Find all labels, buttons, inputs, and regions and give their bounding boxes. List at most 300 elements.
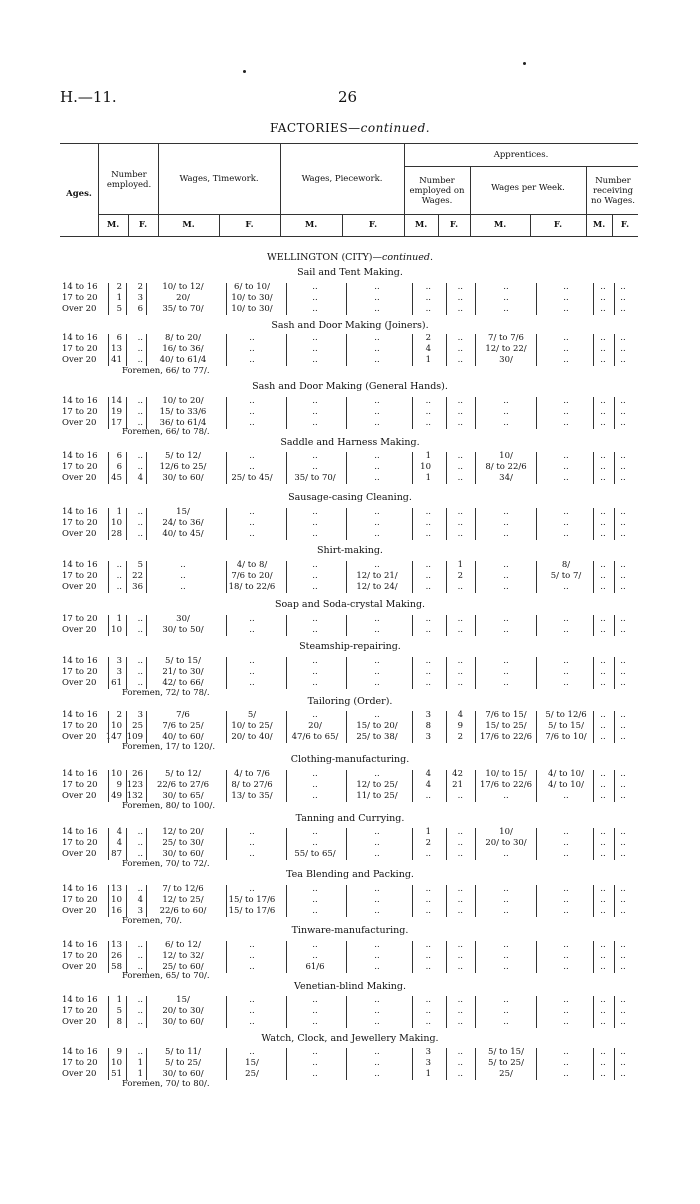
cell-employed-m: 6 bbox=[116, 462, 122, 472]
column-rule bbox=[226, 561, 227, 593]
cell-timework-m: 35/ to 70/ bbox=[162, 304, 204, 314]
cell-apprentice-wages-m: .. bbox=[503, 1006, 509, 1016]
cell-apprentices-employed-f: .. bbox=[457, 451, 463, 461]
column-rule bbox=[614, 657, 615, 689]
cell-age: 17 to 20 bbox=[62, 614, 98, 624]
table-row bbox=[0, 571, 700, 582]
table-row bbox=[0, 462, 700, 473]
cell-age: Over 20 bbox=[62, 906, 97, 916]
subheader-m: M. bbox=[414, 220, 428, 230]
cell-employed-f: .. bbox=[137, 656, 143, 666]
cell-no-wages-f: .. bbox=[620, 1017, 626, 1027]
cell-piecework-m: .. bbox=[312, 1006, 318, 1016]
cell-employed-f: .. bbox=[137, 529, 143, 539]
cell-piecework-f: 25/ to 38/ bbox=[356, 732, 398, 742]
cell-employed-m: 17 bbox=[111, 418, 122, 428]
cell-apprentice-wages-m: .. bbox=[503, 895, 509, 905]
cell-apprentices-employed-f: .. bbox=[457, 962, 463, 972]
cell-apprentices-employed-m: .. bbox=[425, 396, 431, 406]
column-rule bbox=[346, 452, 347, 484]
cell-employed-m: 1 bbox=[116, 614, 122, 624]
section-title: Soap and Soda-crystal Making. bbox=[274, 599, 426, 610]
cell-apprentices-employed-f: .. bbox=[457, 849, 463, 859]
cell-apprentice-wages-f: .. bbox=[563, 656, 569, 666]
cell-apprentice-wages-m: .. bbox=[503, 678, 509, 688]
column-rule bbox=[536, 828, 537, 860]
cell-employed-m: 4 bbox=[116, 827, 122, 837]
column-rule bbox=[412, 283, 413, 315]
cell-apprentices-employed-f: .. bbox=[457, 304, 463, 314]
column-rule bbox=[614, 561, 615, 593]
foremen-note: Foremen, 17/ to 120/. bbox=[122, 742, 216, 752]
column-rule bbox=[146, 996, 147, 1028]
cell-timework-m: 7/6 to 25/ bbox=[162, 721, 204, 731]
column-rule bbox=[346, 397, 347, 429]
column-rule bbox=[475, 770, 476, 802]
column-rule bbox=[108, 283, 109, 315]
column-rule bbox=[286, 615, 287, 636]
document-reference: H.—11. bbox=[60, 88, 117, 106]
cell-timework-m: 5/ to 15/ bbox=[165, 656, 201, 666]
column-rule bbox=[126, 283, 127, 315]
column-rule bbox=[146, 885, 147, 917]
column-rule bbox=[593, 397, 594, 429]
table-row bbox=[0, 667, 700, 678]
cell-no-wages-f: .. bbox=[620, 838, 626, 848]
cell-timework-m: 15/ to 33/6 bbox=[159, 407, 207, 417]
cell-no-wages-f: .. bbox=[620, 780, 626, 790]
column-rule bbox=[446, 561, 447, 593]
column-rule bbox=[446, 828, 447, 860]
cell-apprentice-wages-m: 5/ to 15/ bbox=[488, 1047, 524, 1057]
cell-timework-f: .. bbox=[249, 418, 255, 428]
title-main: FACTORIES— bbox=[269, 121, 361, 135]
cell-apprentices-employed-f: .. bbox=[457, 995, 463, 1005]
column-rule bbox=[475, 283, 476, 315]
cell-piecework-f: .. bbox=[374, 560, 380, 570]
cell-timework-f: .. bbox=[249, 462, 255, 472]
cell-piecework-f: .. bbox=[374, 529, 380, 539]
column-rule bbox=[108, 657, 109, 689]
cell-apprentices-employed-f: .. bbox=[457, 282, 463, 292]
cell-employed-f: 6 bbox=[137, 304, 143, 314]
cell-apprentice-wages-f: .. bbox=[563, 849, 569, 859]
cell-timework-f: .. bbox=[249, 518, 255, 528]
foremen-note: Foremen, 65/ to 70/. bbox=[122, 971, 210, 981]
cell-apprentice-wages-f: .. bbox=[563, 507, 569, 517]
cell-apprentices-employed-m: 4 bbox=[425, 344, 431, 354]
cell-apprentice-wages-m: 15/ to 25/ bbox=[485, 721, 527, 731]
apprentices-rule bbox=[404, 166, 638, 167]
cell-timework-m: 20/ bbox=[176, 293, 190, 303]
cell-apprentice-wages-f: 8/ bbox=[561, 560, 571, 570]
table-row bbox=[0, 304, 700, 315]
column-rule bbox=[536, 1048, 537, 1080]
cell-employed-m: 6 bbox=[116, 451, 122, 461]
column-rule bbox=[346, 283, 347, 315]
cell-timework-m: 30/ to 60/ bbox=[162, 473, 204, 483]
cell-employed-m: 45 bbox=[111, 473, 122, 483]
cell-piecework-m: .. bbox=[312, 656, 318, 666]
cell-no-wages-f: .. bbox=[620, 849, 626, 859]
column-rule bbox=[446, 657, 447, 689]
cell-piecework-m: .. bbox=[312, 582, 318, 592]
cell-timework-m: 30/ to 65/ bbox=[162, 791, 204, 801]
cell-employed-f: .. bbox=[137, 940, 143, 950]
cell-apprentice-wages-m: 20/ to 30/ bbox=[485, 838, 527, 848]
cell-no-wages-m: .. bbox=[600, 1006, 606, 1016]
cell-apprentice-wages-f: .. bbox=[563, 1047, 569, 1057]
cell-piecework-f: .. bbox=[374, 462, 380, 472]
cell-employed-f: .. bbox=[137, 995, 143, 1005]
column-rule bbox=[536, 561, 537, 593]
cell-piecework-f: .. bbox=[374, 344, 380, 354]
cell-employed-m: 13 bbox=[111, 940, 122, 950]
cell-employed-f: .. bbox=[137, 625, 143, 635]
cell-age: 14 to 16 bbox=[62, 451, 98, 461]
column-rule bbox=[412, 828, 413, 860]
cell-apprentices-employed-f: 9 bbox=[457, 721, 463, 731]
cell-timework-m: 40/ to 45/ bbox=[162, 529, 204, 539]
cell-no-wages-f: .. bbox=[620, 791, 626, 801]
column-rule bbox=[614, 397, 615, 429]
cell-age: 17 to 20 bbox=[62, 518, 98, 528]
column-rule bbox=[226, 770, 227, 802]
cell-age: 17 to 20 bbox=[62, 895, 98, 905]
cell-no-wages-f: .. bbox=[620, 656, 626, 666]
column-rule bbox=[226, 452, 227, 484]
cell-timework-m: 15/ bbox=[176, 507, 190, 517]
cell-apprentices-employed-m: .. bbox=[425, 656, 431, 666]
cell-employed-f: .. bbox=[137, 1047, 143, 1057]
cell-employed-m: 2 bbox=[116, 282, 122, 292]
cell-employed-f: .. bbox=[137, 951, 143, 961]
cell-piecework-m: 20/ bbox=[308, 721, 322, 731]
cell-piecework-f: .. bbox=[374, 995, 380, 1005]
cell-employed-f: 4 bbox=[137, 473, 143, 483]
cell-employed-m: 147 bbox=[105, 732, 122, 742]
section-title: Clothing-manufacturing. bbox=[290, 754, 410, 765]
column-rule bbox=[475, 452, 476, 484]
cell-apprentices-employed-f: .. bbox=[457, 884, 463, 894]
column-rule bbox=[126, 770, 127, 802]
cell-no-wages-f: .. bbox=[620, 895, 626, 905]
header-number-no-wages: Number receiving no Wages. bbox=[591, 176, 635, 206]
cell-apprentice-wages-m: 30/ bbox=[499, 355, 513, 365]
cell-apprentice-wages-f: .. bbox=[563, 678, 569, 688]
cell-employed-f: .. bbox=[137, 827, 143, 837]
column-rule bbox=[346, 828, 347, 860]
cell-no-wages-f: .. bbox=[620, 1047, 626, 1057]
cell-no-wages-m: .. bbox=[600, 710, 606, 720]
cell-apprentices-employed-f: .. bbox=[457, 838, 463, 848]
cell-apprentice-wages-f: .. bbox=[563, 1006, 569, 1016]
cell-employed-f: .. bbox=[137, 667, 143, 677]
cell-apprentices-employed-m: .. bbox=[425, 962, 431, 972]
table-row bbox=[0, 951, 700, 962]
cell-piecework-m: .. bbox=[312, 884, 318, 894]
cell-apprentice-wages-m: .. bbox=[503, 304, 509, 314]
column-rule bbox=[446, 452, 447, 484]
cell-no-wages-f: .. bbox=[620, 940, 626, 950]
column-rule bbox=[126, 657, 127, 689]
cell-no-wages-f: .. bbox=[620, 951, 626, 961]
cell-employed-f: 22 bbox=[132, 571, 143, 581]
cell-no-wages-f: .. bbox=[620, 355, 626, 365]
cell-apprentices-employed-f: .. bbox=[457, 791, 463, 801]
cell-timework-f: 15/ to 17/6 bbox=[228, 895, 276, 905]
column-rule bbox=[146, 397, 147, 429]
cell-piecework-f: .. bbox=[374, 407, 380, 417]
section-title: Venetian-blind Making. bbox=[294, 981, 406, 992]
foremen-note: Foremen, 66/ to 77/. bbox=[122, 366, 210, 376]
column-rule bbox=[286, 711, 287, 743]
column-rule bbox=[593, 828, 594, 860]
cell-apprentices-employed-m: .. bbox=[425, 906, 431, 916]
cell-no-wages-f: .. bbox=[620, 962, 626, 972]
cell-no-wages-m: .. bbox=[600, 951, 606, 961]
column-rule bbox=[412, 561, 413, 593]
cell-timework-m: 7/ to 12/6 bbox=[162, 884, 204, 894]
column-rule bbox=[346, 615, 347, 636]
cell-employed-f: .. bbox=[137, 518, 143, 528]
column-rule bbox=[593, 711, 594, 743]
cell-apprentice-wages-m: .. bbox=[503, 293, 509, 303]
cell-no-wages-f: .. bbox=[620, 995, 626, 1005]
cell-apprentice-wages-m: .. bbox=[503, 418, 509, 428]
column-rule bbox=[475, 885, 476, 917]
table-row bbox=[0, 344, 700, 355]
cell-age: 17 to 20 bbox=[62, 293, 98, 303]
cell-apprentice-wages-m: 7/ to 7/6 bbox=[488, 333, 524, 343]
cell-apprentice-wages-m: .. bbox=[503, 940, 509, 950]
column-rule bbox=[286, 1048, 287, 1080]
cell-apprentice-wages-m: 10/ bbox=[499, 451, 513, 461]
cell-age: 17 to 20 bbox=[62, 462, 98, 472]
table-row bbox=[0, 906, 700, 917]
foremen-note: Foremen, 70/. bbox=[122, 916, 182, 926]
table-row bbox=[0, 282, 700, 293]
column-rule bbox=[286, 885, 287, 917]
column-rule bbox=[146, 770, 147, 802]
cell-apprentice-wages-m: .. bbox=[503, 407, 509, 417]
subheader-f: F. bbox=[620, 220, 630, 230]
column-rule bbox=[146, 508, 147, 540]
table-row bbox=[0, 962, 700, 973]
cell-employed-m: 19 bbox=[111, 407, 122, 417]
cell-timework-m: 30/ to 50/ bbox=[162, 625, 204, 635]
cell-apprentices-employed-m: 10 bbox=[420, 462, 431, 472]
cell-apprentice-wages-m: 17/6 to 22/6 bbox=[479, 780, 533, 790]
cell-apprentice-wages-m: 25/ bbox=[499, 1069, 513, 1079]
cell-apprentice-wages-f: .. bbox=[563, 614, 569, 624]
table-row bbox=[0, 451, 700, 462]
column-rule bbox=[126, 615, 127, 636]
cell-piecework-f: .. bbox=[374, 333, 380, 343]
cell-apprentice-wages-m: .. bbox=[503, 625, 509, 635]
cell-apprentice-wages-m: .. bbox=[503, 656, 509, 666]
cell-age: 17 to 20 bbox=[62, 721, 98, 731]
header-number-employed: Number employed. bbox=[106, 170, 152, 190]
cell-apprentice-wages-f: .. bbox=[563, 582, 569, 592]
column-rule bbox=[126, 885, 127, 917]
cell-apprentices-employed-m: .. bbox=[425, 951, 431, 961]
cell-no-wages-m: .. bbox=[600, 407, 606, 417]
cell-piecework-m: .. bbox=[312, 355, 318, 365]
column-rule bbox=[536, 397, 537, 429]
cell-apprentice-wages-m: .. bbox=[503, 906, 509, 916]
cell-piecework-m: .. bbox=[312, 507, 318, 517]
cell-piecework-m: .. bbox=[312, 418, 318, 428]
cell-age: Over 20 bbox=[62, 355, 97, 365]
cell-timework-f: .. bbox=[249, 614, 255, 624]
cell-age: Over 20 bbox=[62, 732, 97, 742]
cell-no-wages-f: .. bbox=[620, 418, 626, 428]
column-rule bbox=[126, 561, 127, 593]
cell-timework-f: 15/ to 17/6 bbox=[228, 906, 276, 916]
column-rule bbox=[536, 508, 537, 540]
cell-apprentices-employed-m: .. bbox=[425, 282, 431, 292]
column-rule bbox=[346, 996, 347, 1028]
cell-apprentice-wages-f: .. bbox=[563, 293, 569, 303]
cell-piecework-m: .. bbox=[312, 344, 318, 354]
cell-piecework-f: .. bbox=[374, 940, 380, 950]
cell-apprentices-employed-m: 2 bbox=[425, 333, 431, 343]
column-rule bbox=[226, 1048, 227, 1080]
cell-timework-f: 15/ bbox=[245, 1058, 259, 1068]
cell-timework-f: 13/ to 35/ bbox=[231, 791, 273, 801]
cell-no-wages-f: .. bbox=[620, 571, 626, 581]
column-rule bbox=[412, 334, 413, 366]
cell-no-wages-f: .. bbox=[620, 1058, 626, 1068]
column-rule bbox=[108, 770, 109, 802]
subheader-rule bbox=[98, 214, 638, 215]
cell-apprentices-employed-f: .. bbox=[457, 407, 463, 417]
cell-timework-f: .. bbox=[249, 407, 255, 417]
cell-apprentices-employed-f: .. bbox=[457, 1058, 463, 1068]
cell-employed-f: 132 bbox=[126, 791, 143, 801]
cell-no-wages-f: .. bbox=[620, 884, 626, 894]
column-rule bbox=[346, 885, 347, 917]
column-rule bbox=[475, 828, 476, 860]
cell-apprentices-employed-f: 4 bbox=[457, 710, 463, 720]
cell-timework-f: .. bbox=[249, 1017, 255, 1027]
cell-piecework-m: .. bbox=[312, 940, 318, 950]
cell-apprentice-wages-f: .. bbox=[563, 906, 569, 916]
column-rule bbox=[226, 657, 227, 689]
cell-no-wages-m: .. bbox=[600, 849, 606, 859]
cell-no-wages-m: .. bbox=[600, 560, 606, 570]
cell-no-wages-m: .. bbox=[600, 462, 606, 472]
cell-piecework-f: .. bbox=[374, 838, 380, 848]
column-rule bbox=[108, 996, 109, 1028]
column-rule bbox=[126, 1048, 127, 1080]
table-row bbox=[0, 293, 700, 304]
cell-piecework-f: .. bbox=[374, 710, 380, 720]
cell-apprentices-employed-f: .. bbox=[457, 462, 463, 472]
cell-age: Over 20 bbox=[62, 678, 97, 688]
cell-piecework-f: .. bbox=[374, 418, 380, 428]
column-rule bbox=[593, 1048, 594, 1080]
cell-apprentices-employed-m: .. bbox=[425, 849, 431, 859]
page-number: 26 bbox=[338, 88, 358, 106]
column-rule bbox=[412, 941, 413, 973]
cell-piecework-f: 12/ to 25/ bbox=[356, 780, 398, 790]
cell-timework-f: .. bbox=[249, 507, 255, 517]
column-rule bbox=[226, 941, 227, 973]
cell-apprentice-wages-m: .. bbox=[503, 667, 509, 677]
table-top-rule bbox=[60, 143, 638, 144]
cell-employed-m: 28 bbox=[111, 529, 122, 539]
column-rule bbox=[286, 397, 287, 429]
cell-no-wages-m: .. bbox=[600, 614, 606, 624]
column-rule bbox=[286, 828, 287, 860]
cell-employed-f: 25 bbox=[132, 721, 143, 731]
cell-timework-f: .. bbox=[249, 951, 255, 961]
column-rule bbox=[536, 615, 537, 636]
cell-apprentice-wages-m: .. bbox=[503, 518, 509, 528]
cell-piecework-m: .. bbox=[312, 838, 318, 848]
cell-apprentices-employed-m: 8 bbox=[425, 721, 431, 731]
cell-piecework-f: .. bbox=[374, 656, 380, 666]
table-row bbox=[0, 721, 700, 732]
cell-piecework-f: .. bbox=[374, 304, 380, 314]
header-ages: Ages. bbox=[66, 189, 92, 199]
cell-no-wages-m: .. bbox=[600, 473, 606, 483]
column-rule bbox=[108, 711, 109, 743]
cell-apprentices-employed-m: 1 bbox=[425, 827, 431, 837]
column-rule bbox=[412, 397, 413, 429]
column-rule bbox=[126, 334, 127, 366]
cell-timework-f: .. bbox=[249, 667, 255, 677]
cell-apprentices-employed-m: .. bbox=[425, 614, 431, 624]
cell-apprentices-employed-f: .. bbox=[457, 355, 463, 365]
cell-timework-m: 15/ bbox=[176, 995, 190, 1005]
cell-apprentice-wages-f: 5/ to 15/ bbox=[548, 721, 584, 731]
cell-apprentices-employed-f: .. bbox=[457, 625, 463, 635]
cell-apprentice-wages-f: .. bbox=[563, 940, 569, 950]
cell-apprentice-wages-m: .. bbox=[503, 962, 509, 972]
table-row bbox=[0, 678, 700, 689]
cell-piecework-m: .. bbox=[312, 451, 318, 461]
cell-apprentice-wages-m: 17/6 to 22/6 bbox=[479, 732, 533, 742]
cell-employed-m: 8 bbox=[116, 1017, 122, 1027]
cell-timework-f: 8/ to 27/6 bbox=[231, 780, 273, 790]
cell-piecework-m: .. bbox=[312, 1069, 318, 1079]
column-rule bbox=[108, 941, 109, 973]
column-rule bbox=[146, 334, 147, 366]
cell-piecework-f: .. bbox=[374, 906, 380, 916]
cell-apprentice-wages-m: 5/ to 25/ bbox=[488, 1058, 524, 1068]
cell-apprentice-wages-f: .. bbox=[563, 282, 569, 292]
cell-piecework-f: .. bbox=[374, 518, 380, 528]
cell-apprentices-employed-f: .. bbox=[457, 418, 463, 428]
cell-apprentice-wages-m: .. bbox=[503, 529, 509, 539]
section-title: Tailoring (Order). bbox=[307, 696, 393, 707]
column-rule bbox=[536, 770, 537, 802]
cell-no-wages-m: .. bbox=[600, 293, 606, 303]
cell-timework-f: 4/ to 8/ bbox=[236, 560, 268, 570]
cell-no-wages-m: .. bbox=[600, 282, 606, 292]
cell-piecework-f: .. bbox=[374, 614, 380, 624]
column-rule bbox=[446, 770, 447, 802]
column-rule bbox=[286, 941, 287, 973]
cell-timework-f: .. bbox=[249, 827, 255, 837]
column-rule bbox=[614, 770, 615, 802]
foremen-note: Foremen, 72/ to 78/. bbox=[122, 688, 210, 698]
cell-timework-m: 40/ to 60/ bbox=[162, 732, 204, 742]
cell-timework-f: 4/ to 7/6 bbox=[234, 769, 270, 779]
